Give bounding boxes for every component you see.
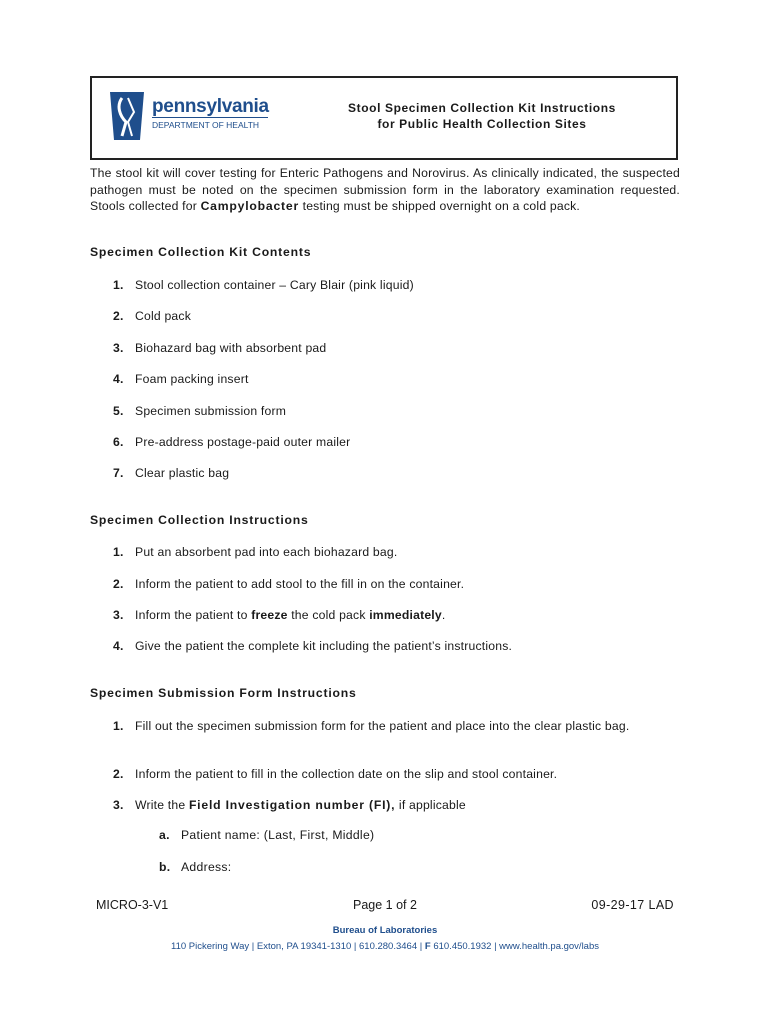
- step-text: Fill out the specimen submission form for the patient and place into the clear plastic bag.: [135, 719, 630, 733]
- collection-instructions-heading: Specimen Collection Instructions: [90, 513, 309, 527]
- form-substep: [159, 828, 374, 842]
- keystone-icon: [108, 92, 148, 140]
- step-text: Give the patient the complete kit including the patient’s instructions.: [135, 639, 513, 653]
- fax-letter: F: [424, 941, 431, 952]
- header-box: [90, 76, 678, 160]
- item-text: Clear plastic bag: [135, 466, 230, 480]
- title-line-1: Stool Specimen Collection Kit Instructions: [348, 101, 616, 115]
- collection-step: [113, 638, 678, 655]
- step-number: 3.: [113, 608, 124, 622]
- title-line-2: for Public Health Collection Sites: [377, 117, 587, 131]
- kit-contents-heading: Specimen Collection Kit Contents: [90, 245, 312, 259]
- address-text-2: 610.450.1932 | www.health.pa.gov/labs: [430, 941, 599, 952]
- item-number: 6.: [113, 435, 124, 449]
- form-instructions-heading: Specimen Submission Form Instructions: [90, 686, 357, 700]
- item-number: 5.: [113, 404, 124, 418]
- logo-divider: [152, 117, 268, 118]
- address-text: 110 Pickering Way | Exton, PA 19341-1310 | 610.280.3464 |: [171, 941, 425, 952]
- collection-step: [113, 607, 678, 624]
- substep-text: Address:: [181, 860, 232, 874]
- item-number: 4.: [113, 372, 124, 386]
- bureau-name: Bureau of Laboratories: [332, 925, 438, 936]
- revision-date: 09-29-17 LAD: [591, 898, 674, 912]
- step-number: 1.: [113, 545, 124, 559]
- item-number: 3.: [113, 341, 124, 355]
- item-number: 1.: [113, 278, 124, 292]
- collection-step: [113, 576, 678, 593]
- step-text-post: .: [441, 608, 446, 622]
- step-bold-immediately: immediately: [369, 608, 442, 622]
- kit-item: [113, 308, 678, 325]
- step-number: 2.: [113, 577, 124, 591]
- item-text: Pre-address postage-paid outer mailer: [135, 435, 351, 449]
- step-bold-freeze: freeze: [251, 608, 288, 622]
- intro-paragraph: [90, 165, 680, 215]
- step-number: 4.: [113, 639, 124, 653]
- intro-text-2: testing must be shipped overnight on a cold pack.: [299, 199, 581, 213]
- form-id: MICRO-3-V1: [96, 898, 169, 912]
- collection-step: [113, 544, 678, 561]
- step-text-pre: Inform the patient to: [135, 608, 252, 622]
- form-step: [113, 718, 678, 735]
- step-number: 2.: [113, 767, 124, 781]
- form-step: [113, 797, 678, 814]
- step-number: 1.: [113, 719, 124, 733]
- intro-text-1: The stool kit will cover testing for Enteric Pathogens and Norovirus. As clinically indicated, the suspected pathogen must be noted on the specimen submission form in the laboratory examination requested. Stools collected for: [90, 166, 680, 213]
- logo-department: DEPARTMENT OF HEALTH: [152, 120, 260, 130]
- substep-letter: b.: [159, 860, 171, 874]
- item-number: 2.: [113, 309, 124, 323]
- substep-text: Patient name: (Last, First, Middle): [181, 828, 375, 842]
- pa-health-logo: [108, 92, 268, 140]
- kit-item: [113, 371, 678, 388]
- step-text-pre: Write the: [135, 798, 189, 812]
- item-text: Foam packing insert: [135, 372, 249, 386]
- step-text-mid: the cold pack: [287, 608, 370, 622]
- step-number: 3.: [113, 798, 124, 812]
- page-number: Page 1 of 2: [353, 898, 417, 912]
- intro-bold-campylobacter: Campylobacter: [200, 199, 300, 213]
- kit-item: [113, 340, 678, 357]
- step-bold-fi: Field Investigation number (FI),: [188, 798, 396, 812]
- kit-item: [113, 465, 678, 482]
- bureau-address: [0, 941, 770, 952]
- item-text: Biohazard bag with absorbent pad: [135, 341, 327, 355]
- step-text: Inform the patient to fill in the collection date on the slip and stool container.: [135, 767, 558, 781]
- form-substep: [159, 860, 232, 874]
- step-text: Inform the patient to add stool to the fill in on the container.: [135, 577, 465, 591]
- kit-item: [113, 403, 678, 420]
- kit-item: [113, 434, 678, 451]
- logo-wordmark: pennsylvania: [152, 96, 269, 117]
- kit-item: [113, 277, 678, 294]
- substep-letter: a.: [159, 828, 170, 842]
- step-text-post: if applicable: [395, 798, 466, 812]
- item-text: Specimen submission form: [135, 404, 287, 418]
- document-title: [302, 100, 662, 132]
- item-text: Stool collection container – Cary Blair (pink liquid): [135, 278, 414, 292]
- item-text: Cold pack: [135, 309, 191, 323]
- item-number: 7.: [113, 466, 124, 480]
- step-text: Put an absorbent pad into each biohazard bag.: [135, 545, 398, 559]
- form-step: [113, 766, 678, 783]
